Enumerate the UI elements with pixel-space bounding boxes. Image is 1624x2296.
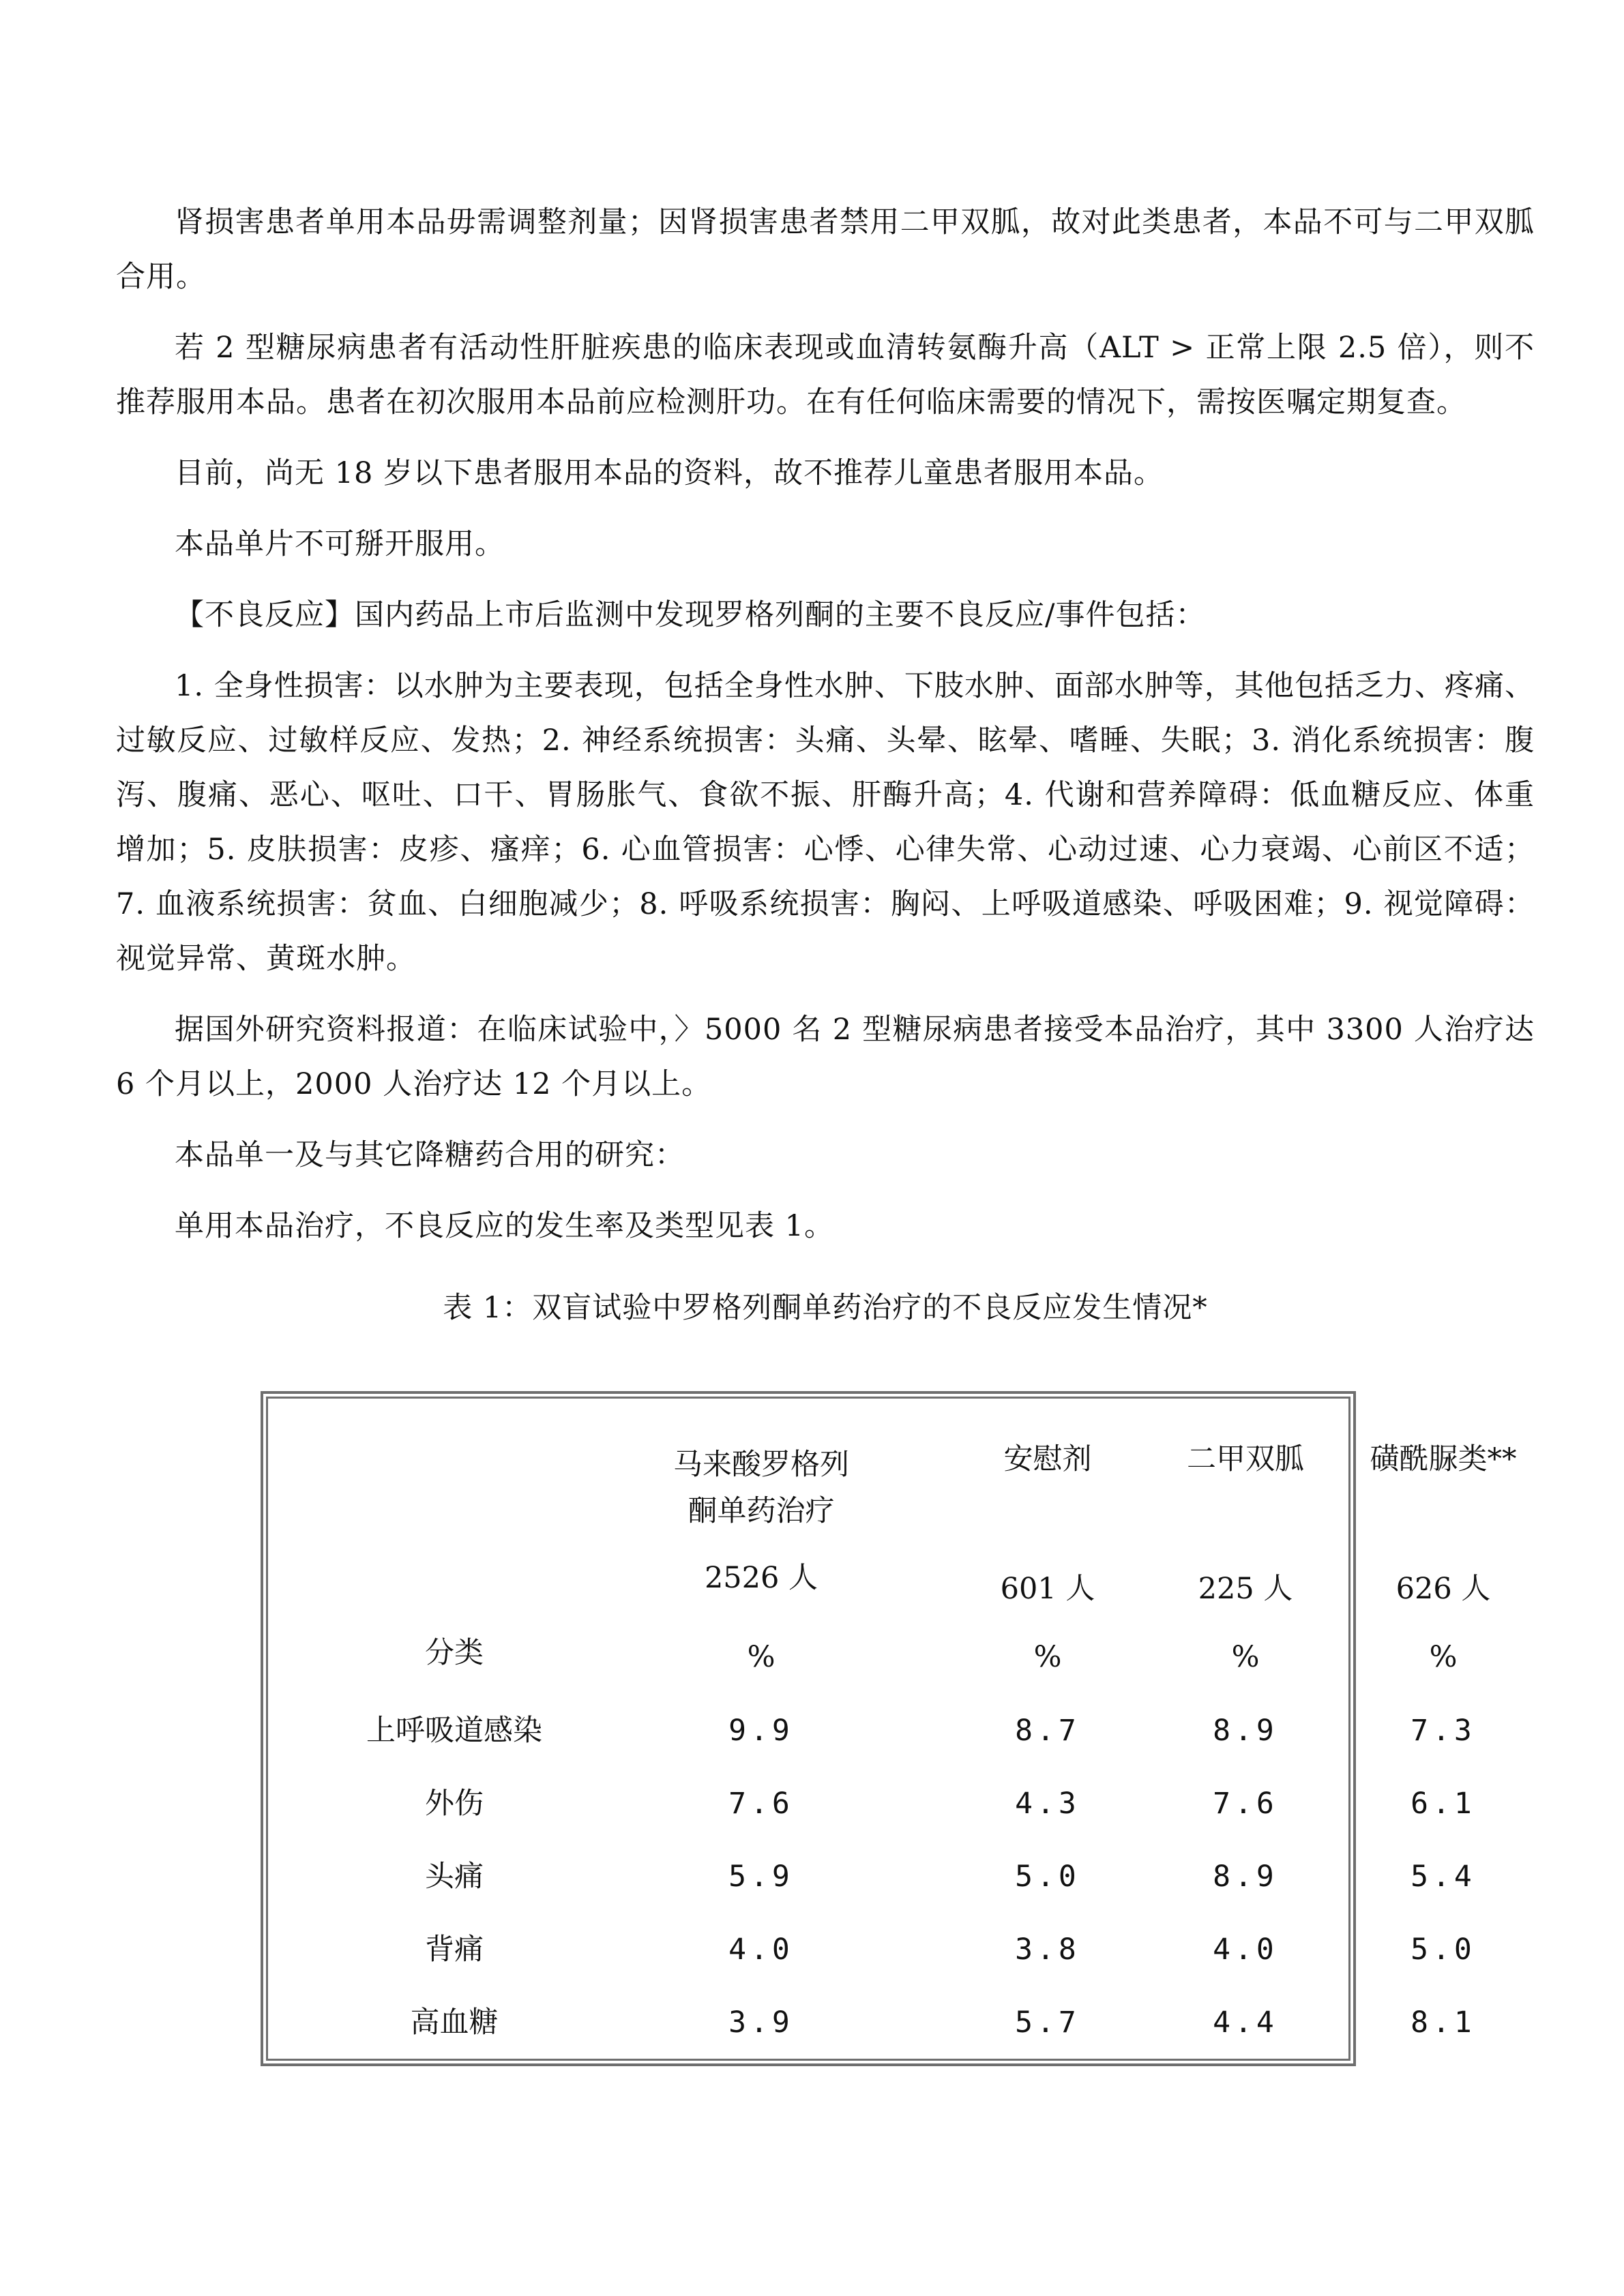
header-count-sulfonylurea: 626 人 [1396, 1572, 1491, 1606]
row-name: 背痛 [425, 1933, 484, 1967]
table-cell: 7.3 [1411, 1714, 1476, 1748]
paragraph-combination-study: 本品单一及与其它降糖药合用的研究： [175, 1138, 685, 1172]
table-cell: 8.7 [1015, 1714, 1080, 1748]
header-count-rosiglitazone: 2526 人 [704, 1561, 818, 1595]
table-cell: 5.0 [1411, 1933, 1476, 1967]
header-category: 分类 [425, 1636, 484, 1670]
header-rosiglitazone-line2: 酮单药治疗 [688, 1494, 835, 1528]
table-cell: 9.9 [728, 1714, 794, 1748]
row-name: 高血糖 [410, 2006, 499, 2040]
header-sulfonylurea: 磺酰脲类** [1370, 1442, 1517, 1476]
paragraph-hepatic: 若 2 型糖尿病患者有活动性肝脏疾患的临床表现或血清转氨酶升高（ALT > 正常上限 2.5 倍），则不推荐服用本品。患者在初次服用本品前应检测肝功。在有任何临床需要的情况下，需按医嘱定期复查。 [116, 331, 1535, 419]
paragraph-adverse-list: 1. 全身性损害：以水肿为主要表现，包括全身性水肿、下肢水肿、面部水肿等，其他包括乏力、疼痛、过敏反应、过敏样反应、发热；2. 神经系统损害：头痛、头晕、眩晕、嗜睡、失眠；3. 消化系统损害：腹泻、腹痛、恶心、呕吐、口干、胃肠胀气、食欲不振、肝酶升高；4. 代谢和营养障碍：低血糖反应、体重增加；5. 皮肤损害：皮疹、瘙痒；6. 心血管损害：心悸、心律失常、心动过速、心力衰竭、心前区不适；7. 血液系统损害：贫血、白细胞减少；8. 呼吸系统损害：胸闷、上呼吸道感染、呼吸困难；9. 视觉障碍：视觉异常、黄斑水肿。 [116, 669, 1535, 976]
row-name: 外伤 [425, 1787, 484, 1821]
row-name: 上呼吸道感染 [366, 1714, 542, 1748]
body-text [116, 195, 1535, 1253]
header-count-placebo: 601 人 [1000, 1572, 1095, 1606]
header-unit-placebo: % [1033, 1640, 1062, 1674]
table-cell: 8.1 [1411, 2006, 1476, 2040]
table-cell: 5.4 [1411, 1860, 1476, 1894]
table-cell: 4.4 [1213, 2006, 1278, 2040]
table-cell: 7.6 [728, 1787, 794, 1821]
header-unit-rosiglitazone: % [747, 1640, 776, 1674]
table-cell: 3.8 [1015, 1933, 1080, 1967]
adverse-intro-text: 国内药品上市后监测中发现罗格列酮的主要不良反应/事件包括： [355, 598, 1206, 632]
table-cell: 4.0 [1213, 1933, 1278, 1967]
paragraph-pediatric: 目前，尚无 18 岁以下患者服用本品的资料，故不推荐儿童患者服用本品。 [175, 456, 1164, 490]
header-rosiglitazone-line1: 马来酸罗格列 [673, 1448, 849, 1482]
header-unit-sulfonylurea: % [1429, 1640, 1458, 1674]
table-cell: 3.9 [728, 2006, 794, 2040]
row-name: 头痛 [425, 1860, 484, 1894]
table-cell: 4.0 [728, 1933, 794, 1967]
table-cell: 4.3 [1015, 1787, 1080, 1821]
table-cell: 7.6 [1213, 1787, 1278, 1821]
header-placebo: 安慰剂 [1003, 1442, 1092, 1476]
header-metformin: 二甲双胍 [1187, 1442, 1304, 1476]
paragraph-renal: 肾损害患者单用本品毋需调整剂量；因肾损害患者禁用二甲双胍，故对此类患者，本品不可与二甲双胍合用。 [116, 205, 1535, 294]
table-cell: 8.9 [1213, 1860, 1278, 1894]
section-heading-adverse: 【不良反应】 [175, 598, 355, 632]
paragraph-adverse-reactions [116, 588, 1535, 642]
paragraph-monotherapy: 单用本品治疗，不良反应的发生率及类型见表 1。 [175, 1209, 835, 1243]
table-cell: 5.7 [1015, 2006, 1080, 2040]
table-cell: 5.0 [1015, 1860, 1080, 1894]
header-count-metformin: 225 人 [1198, 1572, 1293, 1606]
paragraph-foreign-study: 据国外研究资料报道：在临床试验中，〉5000 名 2 型糖尿病患者接受本品治疗，其中 3300 人治疗达 6 个月以上，2000 人治疗达 12 个月以上。 [116, 1013, 1535, 1101]
table-caption: 表 1：双盲试验中罗格列酮单药治疗的不良反应发生情况* [443, 1291, 1208, 1325]
table-cell: 6.1 [1411, 1787, 1476, 1821]
adverse-reaction-table [261, 1391, 1517, 2066]
table-cell: 8.9 [1213, 1714, 1278, 1748]
paragraph-tablet: 本品单片不可掰开服用。 [175, 527, 505, 561]
header-unit-metformin: % [1231, 1640, 1260, 1674]
table-cell: 5.9 [728, 1860, 794, 1894]
